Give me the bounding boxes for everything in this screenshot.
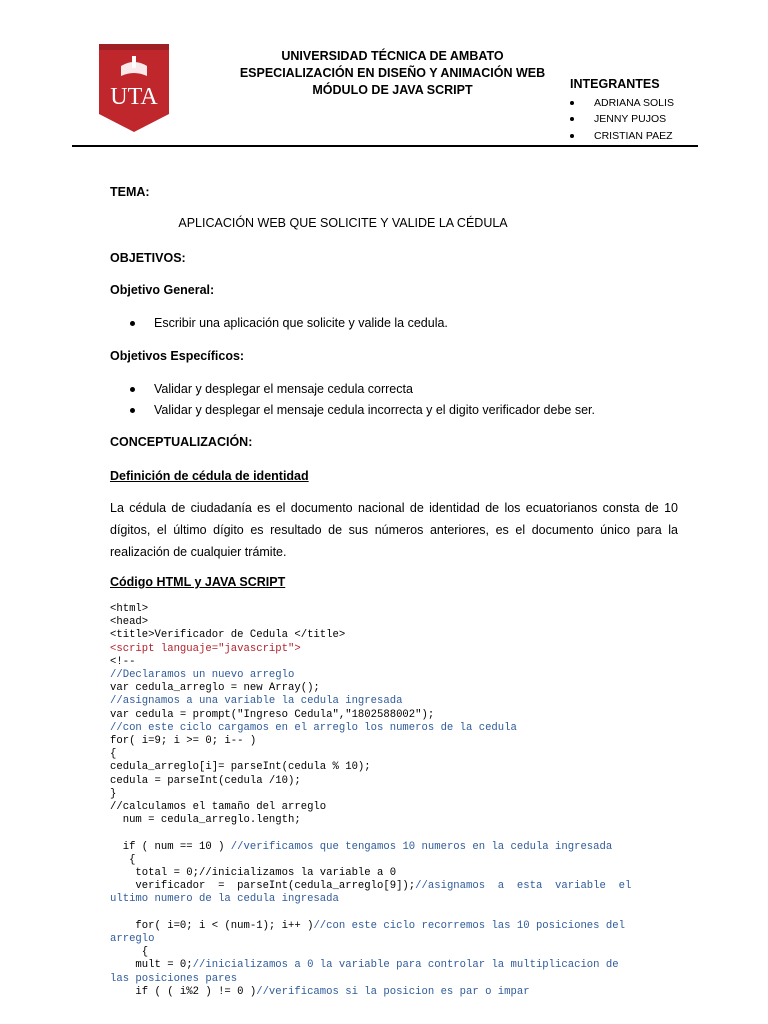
bullet-icon	[570, 117, 574, 121]
code-line: las posiciones pares	[110, 972, 238, 985]
list-item: Validar y desplegar el mensaje cedula correcta	[130, 381, 413, 397]
list-item: Validar y desplegar el mensaje cedula incorrecta y el digito verificador debe ser.	[130, 402, 595, 418]
member-item: CRISTIAN PAEZ	[570, 129, 673, 143]
bullet-icon	[570, 134, 574, 138]
logo-text: UTA	[110, 84, 158, 110]
code-line: {	[110, 946, 149, 959]
tema-title: APLICACIÓN WEB QUE SOLICITE Y VALIDE LA CÉDULA	[178, 216, 508, 230]
code-line: //con este ciclo cargamos en el arreglo los numeros de la cedula	[110, 721, 517, 734]
bullet-icon	[130, 387, 135, 392]
code-line: {	[110, 748, 117, 761]
code-line	[110, 827, 680, 840]
code-line	[110, 907, 680, 920]
code-line: <script languaje="javascript">	[110, 642, 301, 655]
member-item: JENNY PUJOS	[570, 112, 666, 126]
code-line: total = 0;//inicializamos la variable a 0	[110, 867, 397, 880]
conceptualizacion-label: CONCEPTUALIZACIÓN:	[110, 435, 253, 449]
code-line: //Declaramos un nuevo arreglo	[110, 669, 295, 682]
bullet-icon	[570, 101, 574, 105]
header-divider	[72, 145, 698, 147]
definicion-paragraph: La cédula de ciudadanía es el documento nacional de identidad de los ecuatorianos consta de 10 dígitos, el último dígito es resultado de sus números anteriores, es el documento único para la realización de cualquier trámite.	[110, 501, 678, 559]
integrantes-title: INTEGRANTES	[570, 77, 660, 91]
code-line: cedula_arreglo[i]= parseInt(cedula % 10);	[110, 761, 371, 774]
code-line: cedula = parseInt(cedula /10);	[110, 774, 301, 787]
member-item: ADRIANA SOLIS	[570, 96, 674, 110]
code-line: num = cedula_arreglo.length;	[110, 814, 301, 827]
code-comment: //asignamos a esta variable el	[415, 880, 632, 893]
code-line: {	[110, 853, 136, 866]
code-line: for( i=9; i >= 0; i-- )	[110, 735, 257, 748]
specialization-name: ESPECIALIZACIÓN EN DISEÑO Y ANIMACIÓN WEB	[239, 66, 546, 80]
code-comment: //verificamos si la posicion es par o impar	[256, 985, 530, 998]
uta-logo	[99, 44, 169, 132]
code-line: }	[110, 787, 117, 800]
code-line: <!--	[110, 655, 136, 668]
tema-label: TEMA:	[110, 185, 150, 199]
code-line: verificador = parseInt(cedula_arreglo[9]);//asignamos a esta variable el	[110, 880, 632, 893]
code-line: //asignamos a una variable la cedula ingresada	[110, 695, 403, 708]
code-line: <head>	[110, 616, 149, 629]
definicion-title: Definición de cédula de identidad	[110, 469, 309, 483]
code-comment: //verificamos que tengamos 10 numeros en la cedula ingresada	[230, 840, 613, 853]
code-line: <html>	[110, 603, 149, 615]
code-line: arreglo	[110, 933, 155, 946]
objetivos-label: OBJETIVOS:	[110, 251, 186, 265]
code-line: for( i=0; i < (num-1); i++ )//con este ciclo recorremos las 10 posiciones del	[110, 919, 625, 932]
code-line: if ( ( i%2 ) != 0 )//verificamos si la posicion es par o impar	[110, 985, 530, 998]
code-line: //calculamos el tamaño del arreglo	[110, 801, 327, 814]
bullet-icon	[130, 321, 135, 326]
code-block	[110, 603, 680, 999]
code-line: var cedula = prompt("Ingreso Cedula","1802588002");	[110, 708, 435, 721]
list-item: Escribir una aplicación que solicite y valide la cedula.	[130, 315, 448, 331]
objetivos-especificos-label: Objetivos Específicos:	[110, 349, 245, 363]
code-line: var cedula_arreglo = new Array();	[110, 682, 320, 695]
code-comment: //con este ciclo recorremos las 10 posiciones del	[313, 919, 625, 932]
module-name: MÓDULO DE JAVA SCRIPT	[312, 83, 473, 97]
bullet-icon	[130, 408, 135, 413]
university-name: UNIVERSIDAD TÉCNICA DE AMBATO	[281, 49, 504, 63]
objetivo-general-label: Objetivo General:	[110, 283, 215, 297]
code-line: if ( num == 10 ) //verificamos que tengamos 10 numeros en la cedula ingresada	[110, 840, 613, 853]
code-line: ultimo numero de la cedula ingresada	[110, 893, 339, 906]
code-line: mult = 0;//inicializamos a 0 la variable para controlar la multiplicacion de	[110, 959, 619, 972]
code-line: <title>Verificador de Cedula </title>	[110, 629, 346, 642]
code-comment: //inicializamos a 0 la variable para controlar la multiplicacion de	[192, 959, 619, 972]
codigo-title: Código HTML y JAVA SCRIPT	[110, 575, 286, 589]
